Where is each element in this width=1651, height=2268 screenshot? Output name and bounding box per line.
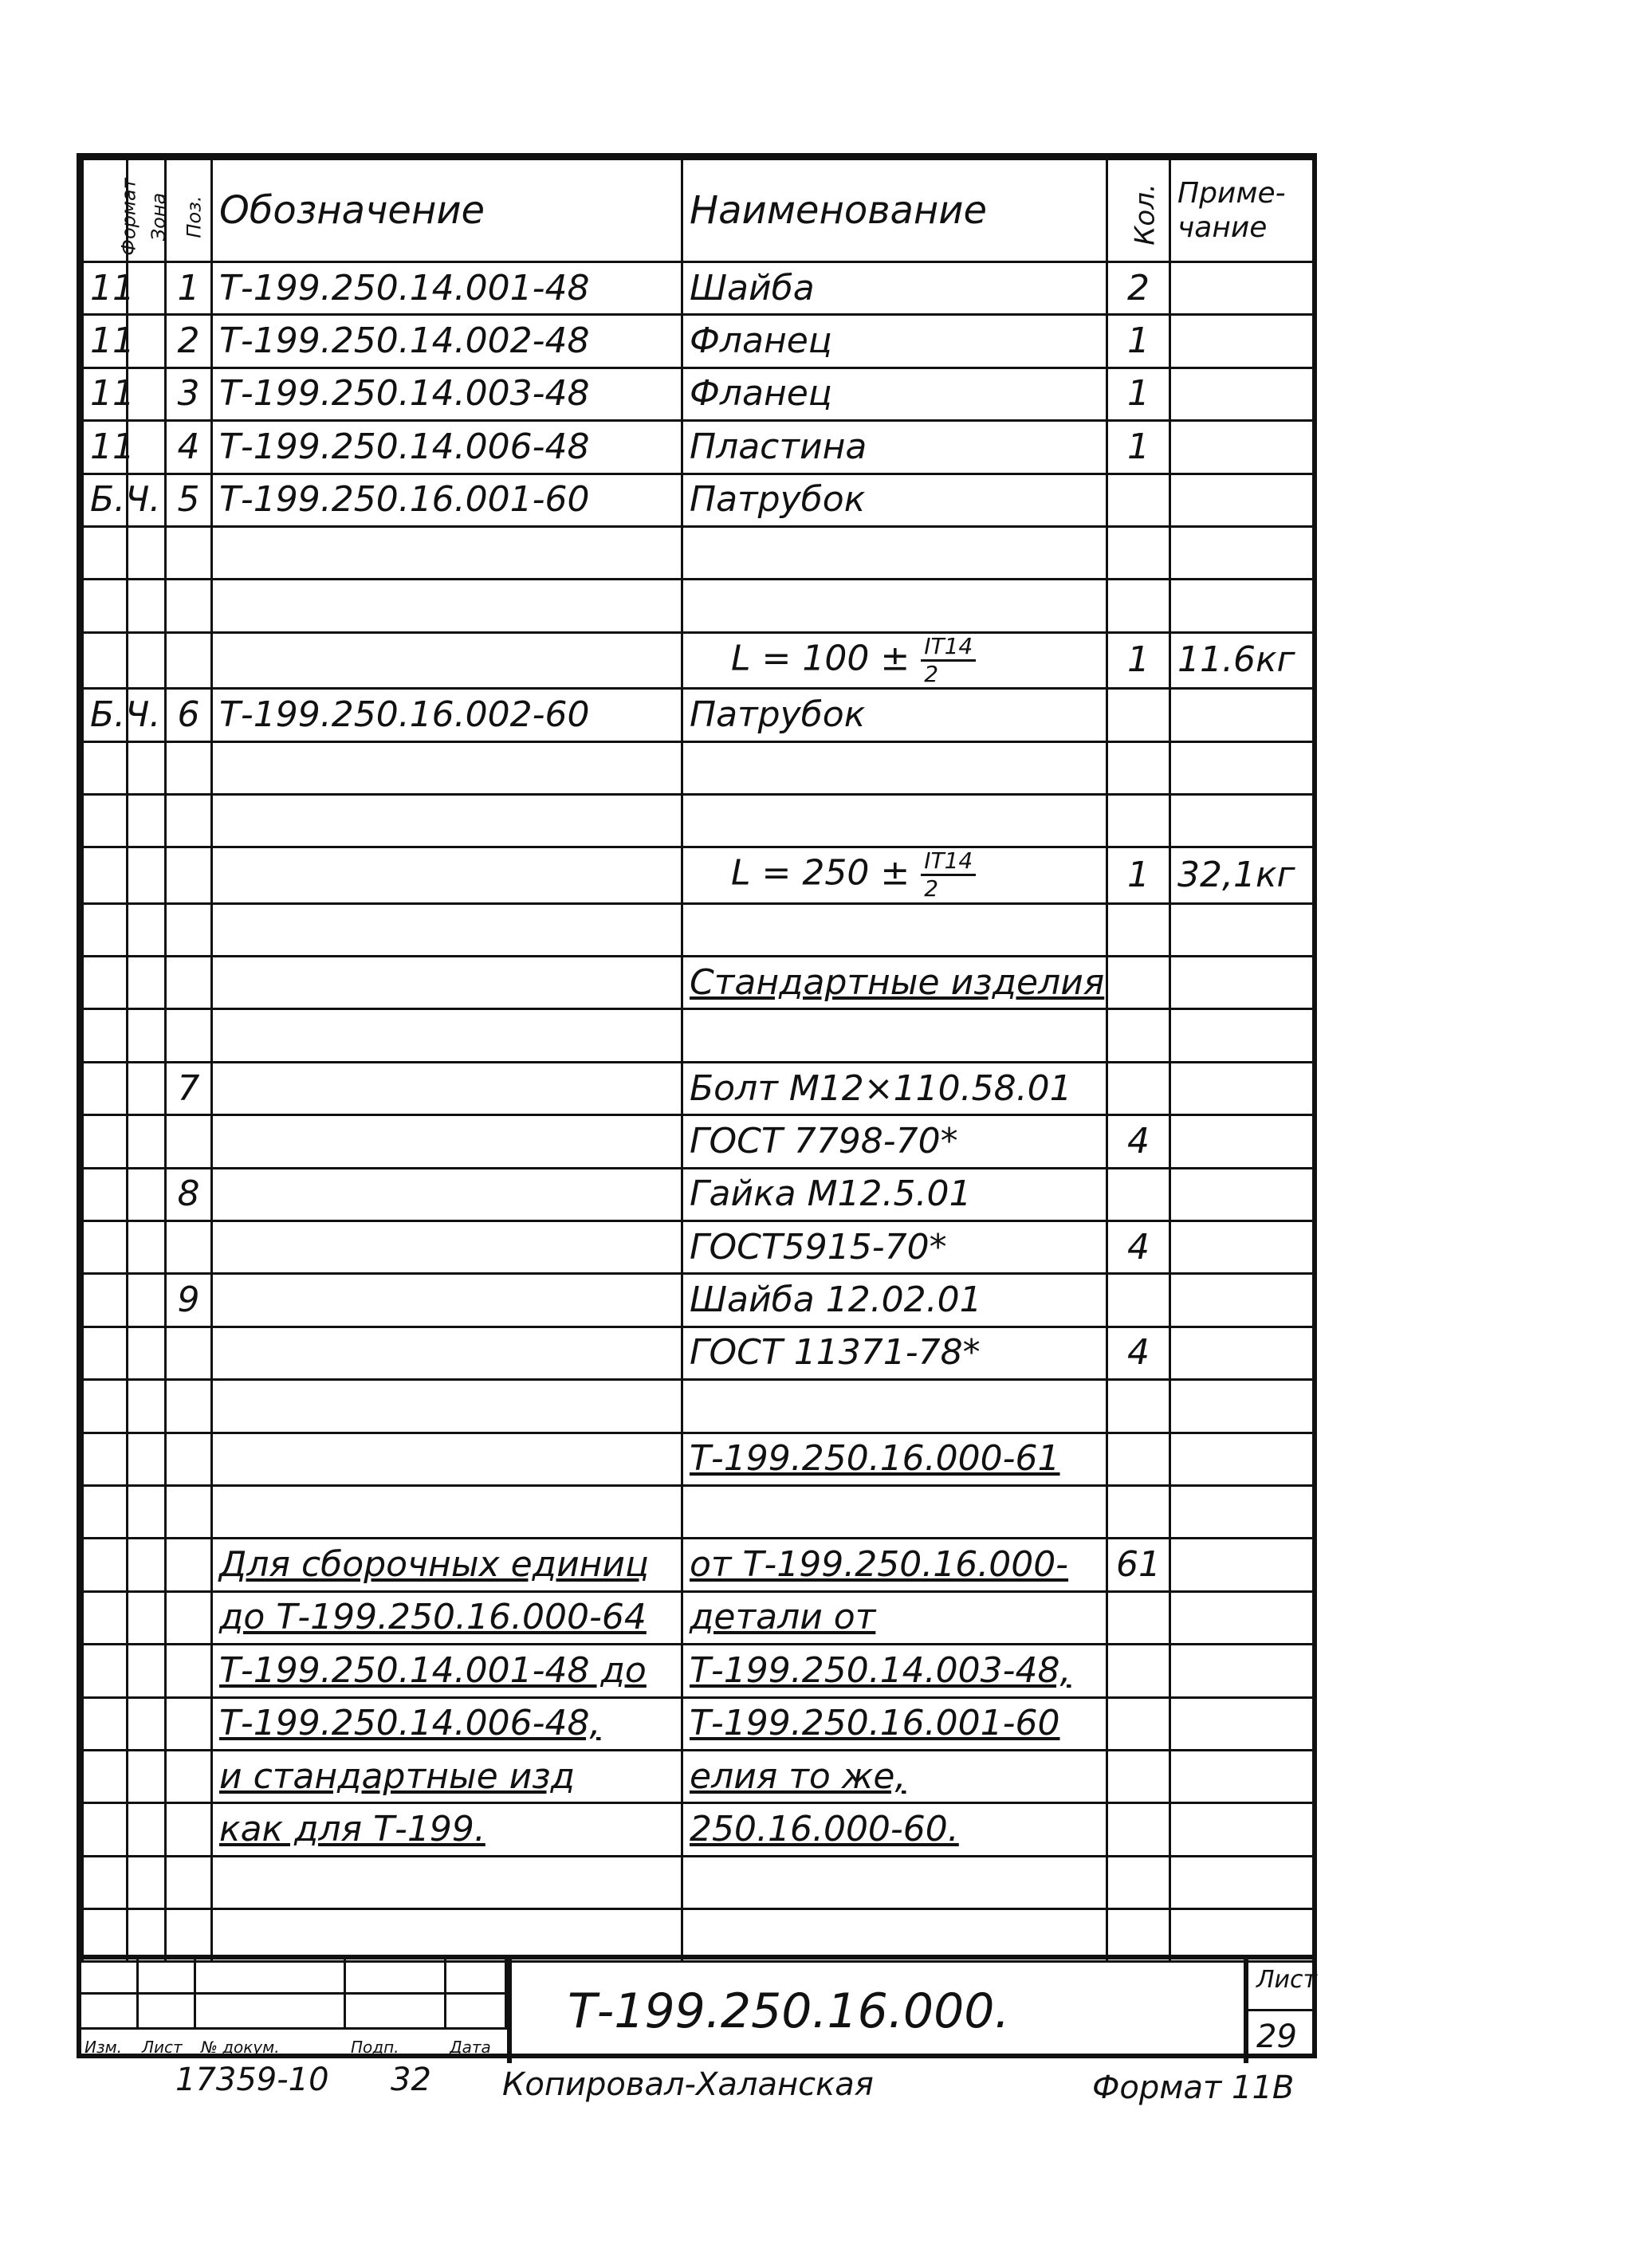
cell-des	[212, 1433, 682, 1485]
cell-note	[1170, 794, 1314, 847]
table-row	[83, 1221, 1314, 1274]
cell-name: Шайба 12.02.01	[682, 1274, 1107, 1327]
cell-zone	[128, 1485, 166, 1538]
inventory-number: 17359-10	[175, 2062, 329, 2098]
cell-name	[682, 794, 1107, 847]
cell-fmt	[83, 1433, 128, 1485]
cell-pos: 6	[166, 689, 212, 741]
drawing-sheet	[77, 153, 1317, 2058]
table-row	[83, 421, 1314, 474]
cell-note	[1170, 1221, 1314, 1274]
cell-note	[1170, 580, 1314, 632]
cell-note	[1170, 1115, 1314, 1168]
cell-fmt	[83, 1062, 128, 1114]
cell-qty: 4	[1107, 1221, 1170, 1274]
table-row	[83, 1062, 1314, 1114]
tb-head-izm: Изм.	[85, 2038, 123, 2057]
cell-fmt	[83, 794, 128, 847]
cell-pos: 8	[166, 1168, 212, 1220]
cell-fmt	[83, 903, 128, 956]
cell-note	[1170, 1327, 1314, 1379]
cell-qty: 1	[1107, 421, 1170, 474]
cell-pos: 9	[166, 1274, 212, 1327]
cell-zone	[128, 903, 166, 956]
cell-qty	[1107, 580, 1170, 632]
cell-name: ГОСТ 11371-78*	[682, 1327, 1107, 1379]
cell-fmt	[83, 847, 128, 903]
cell-fmt	[83, 1274, 128, 1327]
cell-des	[212, 903, 682, 956]
cell-pos	[166, 526, 212, 579]
cell-pos	[166, 1645, 212, 1697]
table-row	[83, 847, 1314, 903]
cell-qty	[1107, 526, 1170, 579]
copied-by: Копировал-Халанская	[502, 2066, 874, 2103]
tb-cell	[346, 1995, 446, 2030]
cell-pos	[166, 741, 212, 794]
cell-des	[212, 1062, 682, 1114]
cell-fmt	[83, 580, 128, 632]
cell-note	[1170, 1697, 1314, 1750]
cell-fmt	[83, 1645, 128, 1697]
cell-note	[1170, 741, 1314, 794]
cell-des	[212, 1009, 682, 1062]
cell-qty: 1	[1107, 847, 1170, 903]
cell-pos: 5	[166, 474, 212, 526]
table-row	[83, 1909, 1314, 1962]
cell-note	[1170, 957, 1314, 1009]
cell-qty: 1	[1107, 632, 1170, 688]
table-row	[83, 903, 1314, 956]
cell-zone	[128, 1380, 166, 1433]
cell-qty	[1107, 1433, 1170, 1485]
cell-pos	[166, 1539, 212, 1591]
header-format: Формат	[83, 159, 128, 262]
cell-fmt: 11	[83, 421, 128, 474]
cell-name	[682, 580, 1107, 632]
cell-note	[1170, 1380, 1314, 1433]
cell-des: до Т-199.250.16.000-64	[212, 1591, 682, 1644]
cell-note	[1170, 1750, 1314, 1802]
table-row	[83, 1433, 1314, 1485]
cell-pos	[166, 1591, 212, 1644]
header-quantity: Кол.	[1107, 159, 1170, 262]
cell-zone	[128, 526, 166, 579]
cell-qty	[1107, 1380, 1170, 1433]
cell-note	[1170, 1803, 1314, 1856]
sheet-number-box	[1244, 1959, 1318, 2063]
table-row	[83, 526, 1314, 579]
cell-name: Т-199.250.14.003-48,	[682, 1645, 1107, 1697]
cell-note	[1170, 526, 1314, 579]
cell-name	[682, 903, 1107, 956]
cell-note	[1170, 1274, 1314, 1327]
cell-qty: 2	[1107, 262, 1170, 315]
pipe-spec	[682, 526, 1107, 579]
cell-des: Т-199.250.14.003-48	[212, 368, 682, 420]
cell-pos	[166, 1221, 212, 1274]
footer-number: 32	[391, 2062, 431, 2098]
cell-zone	[128, 1274, 166, 1327]
cell-qty	[1107, 1274, 1170, 1327]
table-row	[83, 1750, 1314, 1802]
tb-head-doc: № докум.	[201, 2038, 280, 2057]
cell-fmt: Б.Ч.	[83, 689, 128, 741]
cell-note	[1170, 421, 1314, 474]
cell-note	[1170, 1062, 1314, 1114]
cell-pos	[166, 1433, 212, 1485]
cell-name	[682, 1856, 1107, 1908]
cell-des	[212, 1485, 682, 1538]
cell-des	[212, 1221, 682, 1274]
cell-fmt	[83, 1221, 128, 1274]
cell-fmt	[83, 1697, 128, 1750]
cell-note	[1170, 1856, 1314, 1908]
tb-cell	[196, 1959, 346, 1995]
cell-des	[212, 741, 682, 794]
cell-des: Т-199.250.14.001-48 до	[212, 1645, 682, 1697]
cell-name: елия то же,	[682, 1750, 1107, 1802]
table-row	[83, 1327, 1314, 1379]
table-row	[83, 1115, 1314, 1168]
cell-zone	[128, 632, 166, 688]
cell-des	[212, 847, 682, 903]
cell-des	[212, 1856, 682, 1908]
cell-zone	[128, 1591, 166, 1644]
cell-qty	[1107, 1062, 1170, 1114]
table-row	[83, 741, 1314, 794]
cell-note	[1170, 315, 1314, 368]
cell-name	[682, 1909, 1107, 1962]
cell-pos	[166, 632, 212, 688]
table-row	[83, 1009, 1314, 1062]
cell-zone	[128, 1062, 166, 1114]
cell-zone	[128, 580, 166, 632]
cell-name: Шайба	[682, 262, 1107, 315]
cell-name: L = 250 ± $\frac{IT14}{2}$	[682, 847, 1107, 903]
cell-fmt	[83, 1168, 128, 1220]
cell-fmt: Б.Ч.	[83, 474, 128, 526]
cell-des	[212, 1327, 682, 1379]
cell-fmt	[83, 1380, 128, 1433]
header-name: Наименование	[682, 159, 1107, 262]
cell-pos	[166, 957, 212, 1009]
title-block	[81, 1955, 1318, 2063]
cell-name: ГОСТ5915-70*	[682, 1221, 1107, 1274]
cell-des: Для сборочных единиц	[212, 1539, 682, 1591]
cell-fmt	[83, 957, 128, 1009]
cell-name: Гайка М12.5.01	[682, 1168, 1107, 1220]
tb-head-list: Лист	[142, 2038, 183, 2057]
table-row	[83, 632, 1314, 688]
cell-name: Т-199.250.16.000-61	[682, 1433, 1107, 1485]
cell-des: как для Т-199.	[212, 1803, 682, 1856]
cell-zone	[128, 1009, 166, 1062]
table-row	[83, 957, 1314, 1009]
cell-zone	[128, 1856, 166, 1908]
cell-name: Фланец	[682, 368, 1107, 420]
paper-format: Формат 11В	[1092, 2070, 1295, 2106]
sheet-number: 29	[1256, 2018, 1297, 2055]
cell-zone	[128, 741, 166, 794]
cell-name: 250.16.000-60.	[682, 1803, 1107, 1856]
cell-qty	[1107, 1591, 1170, 1644]
cell-pos	[166, 1856, 212, 1908]
cell-zone	[128, 957, 166, 1009]
cell-name	[682, 1485, 1107, 1538]
cell-name: Патрубок	[682, 474, 1107, 526]
cell-name: Стандартные изделия	[682, 957, 1107, 1009]
table-row	[83, 315, 1314, 368]
cell-qty	[1107, 1750, 1170, 1802]
tb-cell	[139, 1995, 196, 2030]
tb-head-date: Дата	[450, 2038, 491, 2057]
cell-note	[1170, 1539, 1314, 1591]
cell-pos	[166, 1327, 212, 1379]
cell-note: 32,1кг	[1170, 847, 1314, 903]
cell-pos	[166, 794, 212, 847]
sheet-label: Лист	[1256, 1966, 1318, 1994]
cell-zone	[128, 1221, 166, 1274]
cell-name: Фланец	[682, 315, 1107, 368]
table-row	[83, 689, 1314, 741]
cell-fmt: 11	[83, 262, 128, 315]
cell-fmt	[83, 1115, 128, 1168]
cell-des: Т-199.250.16.001-60	[212, 474, 682, 526]
table-row	[83, 1803, 1314, 1856]
cell-zone	[128, 1168, 166, 1220]
pipe-spec	[682, 741, 1107, 794]
table-row	[83, 262, 1314, 315]
cell-fmt: 11	[83, 315, 128, 368]
cell-zone	[128, 1750, 166, 1802]
cell-pos	[166, 1115, 212, 1168]
cell-fmt	[83, 526, 128, 579]
cell-note	[1170, 368, 1314, 420]
table-row	[83, 368, 1314, 420]
cell-name: от Т-199.250.16.000-	[682, 1539, 1107, 1591]
cell-qty	[1107, 1645, 1170, 1697]
cell-fmt	[83, 1009, 128, 1062]
cell-fmt	[83, 1327, 128, 1379]
cell-note	[1170, 1645, 1314, 1697]
cell-pos: 4	[166, 421, 212, 474]
cell-qty: 4	[1107, 1327, 1170, 1379]
cell-note	[1170, 474, 1314, 526]
cell-zone	[128, 1115, 166, 1168]
cell-zone	[128, 1803, 166, 1856]
cell-des	[212, 632, 682, 688]
cell-qty	[1107, 689, 1170, 741]
cell-note	[1170, 689, 1314, 741]
tb-cell	[81, 1995, 139, 2030]
cell-name: Болт М12×110.58.01	[682, 1062, 1107, 1114]
cell-name: детали от	[682, 1591, 1107, 1644]
header-note: Приме- чание	[1170, 159, 1314, 262]
cell-des: Т-199.250.14.001-48	[212, 262, 682, 315]
cell-qty: 4	[1107, 1115, 1170, 1168]
cell-qty	[1107, 1803, 1170, 1856]
cell-pos	[166, 580, 212, 632]
cell-des	[212, 794, 682, 847]
header-zone: Зона	[128, 159, 166, 262]
cell-note	[1170, 1591, 1314, 1644]
cell-des	[212, 957, 682, 1009]
cell-name: Пластина	[682, 421, 1107, 474]
cell-zone	[128, 794, 166, 847]
cell-zone	[128, 1645, 166, 1697]
table-header-row	[83, 159, 1314, 262]
cell-qty	[1107, 957, 1170, 1009]
cell-des	[212, 1115, 682, 1168]
table-row	[83, 1856, 1314, 1908]
cell-fmt	[83, 632, 128, 688]
header-designation: Обозначение	[212, 159, 682, 262]
cell-fmt	[83, 1539, 128, 1591]
tb-cell	[446, 1995, 507, 2030]
cell-zone	[128, 1433, 166, 1485]
cell-name	[682, 1380, 1107, 1433]
table-row	[83, 1274, 1314, 1327]
cell-pos	[166, 1750, 212, 1802]
cell-des	[212, 526, 682, 579]
cell-name: L = 100 ± $\frac{IT14}{2}$	[682, 632, 1107, 688]
tb-cell	[446, 1959, 507, 1995]
tb-cell	[81, 1959, 139, 1995]
cell-pos	[166, 1803, 212, 1856]
cell-des	[212, 580, 682, 632]
cell-fmt	[83, 1485, 128, 1538]
tb-cell	[139, 1959, 196, 1995]
table-row	[83, 794, 1314, 847]
cell-name	[682, 1009, 1107, 1062]
cell-qty	[1107, 1856, 1170, 1908]
tb-head-sign: Подп.	[351, 2038, 399, 2057]
header-position: Поз.	[166, 159, 212, 262]
cell-name: Патрубок	[682, 689, 1107, 741]
table-row	[83, 1485, 1314, 1538]
cell-qty	[1107, 741, 1170, 794]
cell-name: Т-199.250.16.001-60	[682, 1697, 1107, 1750]
cell-fmt: 11	[83, 368, 128, 420]
cell-pos	[166, 1697, 212, 1750]
tb-cell	[196, 1995, 346, 2030]
table-row	[83, 1380, 1314, 1433]
cell-qty	[1107, 903, 1170, 956]
cell-note: 11.6кг	[1170, 632, 1314, 688]
cell-note	[1170, 1433, 1314, 1485]
cell-note	[1170, 1485, 1314, 1538]
cell-pos	[166, 1909, 212, 1962]
cell-des: Т-199.250.14.006-48	[212, 421, 682, 474]
cell-qty: 1	[1107, 368, 1170, 420]
cell-note	[1170, 1909, 1314, 1962]
cell-zone	[128, 1697, 166, 1750]
cell-zone	[128, 1539, 166, 1591]
table-row	[83, 1697, 1314, 1750]
cell-note	[1170, 1009, 1314, 1062]
cell-fmt	[83, 1856, 128, 1908]
cell-fmt	[83, 741, 128, 794]
cell-zone	[128, 847, 166, 903]
cell-pos	[166, 1380, 212, 1433]
cell-fmt	[83, 1803, 128, 1856]
cell-pos	[166, 903, 212, 956]
cell-note	[1170, 1168, 1314, 1220]
cell-des: Т-199.250.14.006-48,	[212, 1697, 682, 1750]
cell-zone	[128, 1909, 166, 1962]
table-row	[83, 1168, 1314, 1220]
cell-name: ГОСТ 7798-70*	[682, 1115, 1107, 1168]
cell-pos	[166, 847, 212, 903]
cell-pos: 1	[166, 262, 212, 315]
table-row	[83, 1591, 1314, 1644]
cell-qty	[1107, 1485, 1170, 1538]
cell-note	[1170, 262, 1314, 315]
document-number: Т-199.250.16.000.	[568, 1983, 1010, 2039]
cell-fmt	[83, 1591, 128, 1644]
title-block-grid	[81, 1959, 512, 2063]
cell-qty	[1107, 1168, 1170, 1220]
table-row	[83, 1539, 1314, 1591]
cell-qty	[1107, 794, 1170, 847]
cell-des: Т-199.250.16.002-60	[212, 689, 682, 741]
cell-fmt	[83, 1750, 128, 1802]
cell-pos: 7	[166, 1062, 212, 1114]
table-row	[83, 474, 1314, 526]
cell-note	[1170, 903, 1314, 956]
specification-table	[81, 158, 1315, 1963]
cell-qty	[1107, 1909, 1170, 1962]
cell-qty: 1	[1107, 315, 1170, 368]
table-row	[83, 1645, 1314, 1697]
cell-pos: 2	[166, 315, 212, 368]
cell-zone	[128, 1327, 166, 1379]
tb-cell	[346, 1959, 446, 1995]
cell-des	[212, 1168, 682, 1220]
cell-des	[212, 1274, 682, 1327]
cell-qty	[1107, 474, 1170, 526]
cell-pos: 3	[166, 368, 212, 420]
cell-des	[212, 1380, 682, 1433]
cell-fmt	[83, 1909, 128, 1962]
cell-qty: 61	[1107, 1539, 1170, 1591]
cell-qty	[1107, 1009, 1170, 1062]
table-row	[83, 580, 1314, 632]
cell-des: Т-199.250.14.002-48	[212, 315, 682, 368]
cell-qty	[1107, 1697, 1170, 1750]
cell-pos	[166, 1485, 212, 1538]
cell-des: и стандартные изд	[212, 1750, 682, 1802]
cell-des	[212, 1909, 682, 1962]
cell-pos	[166, 1009, 212, 1062]
